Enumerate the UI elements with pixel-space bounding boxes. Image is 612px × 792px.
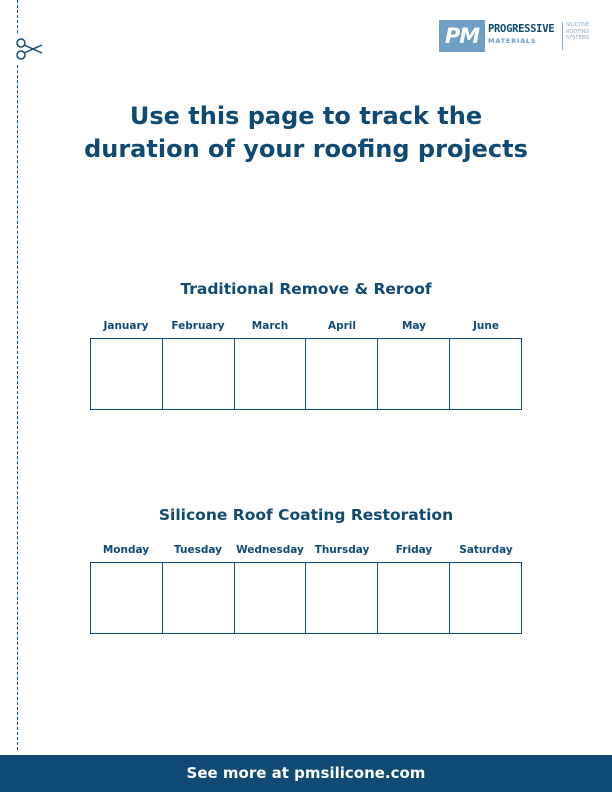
footer-banner — [0, 755, 612, 792]
scissors-icon — [12, 34, 46, 64]
tracking-cell — [91, 339, 163, 409]
headline-line-2: duration of your roofing projects — [84, 135, 528, 163]
cut-line — [17, 0, 18, 750]
tracking-cell — [450, 339, 521, 409]
logo-subname: MATERIALS — [488, 37, 537, 45]
column-label: May — [401, 320, 427, 332]
tracking-cell — [378, 563, 450, 633]
section-title-traditional: Traditional Remove & Reroof — [180, 280, 432, 298]
tracking-cell — [235, 563, 307, 633]
silicone-tracking-grid — [90, 562, 522, 634]
tracking-cell — [450, 563, 521, 633]
tracking-cell — [378, 339, 450, 409]
column-label: Friday — [395, 544, 433, 556]
tracking-cell — [306, 339, 378, 409]
month-labels — [90, 320, 522, 332]
tracking-cell — [235, 339, 307, 409]
logo-tagline: SILICONE ROOFING SYSTEMS — [566, 22, 590, 41]
column-label: Thursday — [314, 544, 370, 556]
headline-line-1: Use this page to track the — [129, 102, 483, 130]
column-label: March — [251, 320, 289, 332]
traditional-tracking-grid — [90, 338, 522, 410]
column-label: February — [171, 320, 225, 332]
page-headline — [60, 100, 552, 166]
day-labels — [90, 544, 522, 556]
column-label: April — [327, 320, 357, 332]
column-label: Saturday — [459, 544, 513, 556]
tracking-cell — [91, 563, 163, 633]
tracking-cell — [306, 563, 378, 633]
tracking-cell — [163, 339, 235, 409]
column-label: Tuesday — [174, 544, 222, 556]
logo-divider — [562, 22, 563, 50]
section-title-silicone: Silicone Roof Coating Restoration — [158, 506, 454, 524]
logo-name: PROGRESSIVE — [488, 23, 555, 35]
column-label: Monday — [102, 544, 150, 556]
column-label: June — [473, 320, 499, 332]
tracking-cell — [163, 563, 235, 633]
company-logo — [439, 20, 599, 52]
footer-link[interactable]: See more at pmsilicone.com — [186, 764, 426, 782]
column-label: Wednesday — [236, 544, 304, 556]
column-label: January — [103, 320, 149, 332]
logo-badge: PM — [439, 20, 485, 52]
